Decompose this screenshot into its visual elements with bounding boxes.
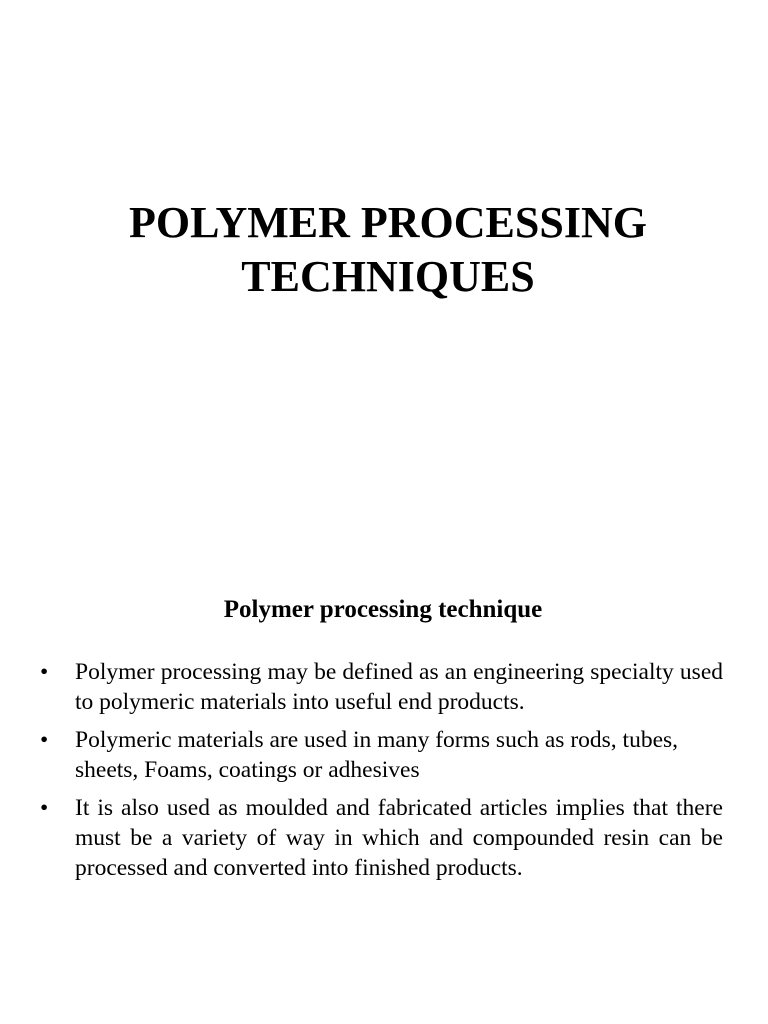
bullet-icon: •	[40, 727, 49, 753]
slide-title-line-1: POLYMER PROCESSING	[129, 198, 647, 247]
bullet-item	[40, 657, 723, 717]
bullet-item	[40, 725, 723, 785]
bullet-text: It is also used as moulded and fabricated articles implies that there must be a variety of way in which and compounded resin can be processed and converted into finished products.	[75, 795, 723, 881]
bullet-item	[40, 793, 723, 883]
slide-title-line-2: TECHNIQUES	[241, 252, 535, 301]
bullet-icon: •	[40, 795, 49, 821]
section-heading: Polymer processing technique	[223, 596, 543, 623]
bullet-icon: •	[40, 659, 49, 685]
bullet-text: Polymer processing may be defined as an engineering specialty used to polymeric materials into useful end products.	[75, 659, 723, 715]
bullet-text: Polymeric materials are used in many forms such as rods, tubes, sheets, Foams, coatings or adhesives	[75, 727, 679, 783]
slide-title	[0, 196, 768, 304]
bullet-list	[40, 657, 723, 891]
